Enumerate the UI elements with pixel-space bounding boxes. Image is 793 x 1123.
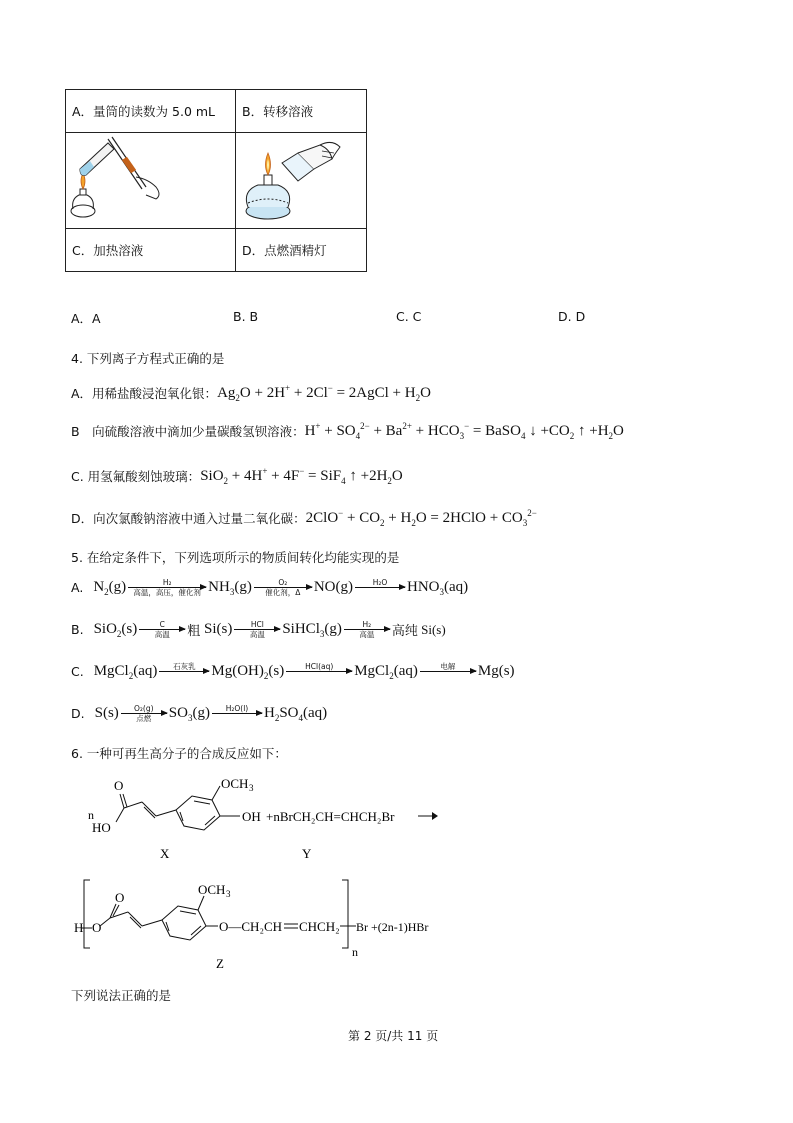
q6-z-chain: O—CH₂CH [219, 919, 283, 934]
q5-b-arrow-3: H₂ 高温 [344, 620, 390, 639]
q3-choice-c: C. C [396, 309, 422, 324]
option-a-label: A．量筒的读数为 5.0 mL [66, 90, 236, 133]
svg-text:3: 3 [249, 783, 254, 793]
q5-c-mgcl2: MgCl$_2$(aq) [93, 662, 158, 681]
q5-stem: 5. 在给定条件下，下列选项所示的物质间转化均能实现的是 [71, 550, 400, 565]
option-d-label: D．点燃酒精灯 [236, 229, 367, 272]
q5-d-so3: $SO_3(g)$ [168, 704, 210, 723]
q5-c-mgcl2-b: MgCl$_2$(aq) [354, 662, 418, 681]
q6-o-ester: O [92, 920, 102, 935]
q6-oh-label: OH [242, 809, 261, 824]
q5-c-mgoh2: $Mg(OH)_2(s)$ [211, 662, 285, 681]
q6-y-formula: +nBrCH₂CH=CHCH₂Br [266, 809, 395, 824]
options-table [65, 89, 367, 272]
q6-product-structure [70, 874, 490, 974]
q5-b-label: B. [71, 622, 84, 637]
q5-d-s: S(s) [94, 705, 119, 721]
q5-a-nh3: $NH_3(g)$ [208, 578, 252, 597]
q6-z-tail: Br +(2n-1)HBr [356, 920, 429, 934]
q4-stem: 4. 下列离子方程式正确的是 [71, 351, 225, 366]
q5-d-h2so4: $H_2SO_4(aq)$ [263, 704, 328, 723]
option-b-label: B．转移溶液 [236, 90, 367, 133]
q6-h-label: H [74, 920, 84, 935]
q5-b-arrow-2: HCl 高温 [234, 620, 280, 639]
q6-reactants-structure [80, 766, 460, 864]
q6-o-carbonyl: O [114, 778, 124, 793]
q4-option-b [71, 421, 624, 441]
q5-a-arrow-2: O₂ 催化剂，Δ [254, 578, 312, 597]
q5-a-n2: $N_2(g)$ [93, 578, 127, 597]
heating-test-tube-illustration [66, 133, 235, 225]
q6-z-label: Z [216, 956, 224, 971]
q5-c-label: C. [71, 664, 84, 679]
q4-d-text: D．向次氯酸钠溶液中通入过量二氧化碳： [71, 511, 306, 526]
q5-option-c [71, 662, 515, 681]
q4-c-equation: SiO$_2$ + 4H+ + 4F− = SiF$_4$ ↑ $+2H_2O$ [200, 466, 403, 486]
q6-stem: 6. 一种可再生高分子的合成反应如下： [71, 746, 287, 761]
q4-option-d [71, 508, 537, 528]
q5-option-a [71, 578, 468, 597]
q4-option-a [71, 383, 431, 403]
q3-choice-a: A．A [71, 311, 101, 326]
page-footer: 第 2 页/共 11 页 [348, 1029, 439, 1043]
q5-d-arrow-2: H₂O(l) [212, 704, 262, 723]
q5-c-arrow-3: 电解 [420, 662, 476, 681]
q5-d-arrow-1: O₂(g) 点燃 [121, 704, 167, 723]
q5-a-no: NO(g) [313, 579, 353, 595]
q5-c-arrow-1: 石灰乳 [159, 662, 209, 681]
q4-option-c [71, 466, 403, 486]
svg-text:3: 3 [226, 889, 231, 899]
q4-b-equation: $H^+ + SO_4^{2-} + Ba^{2+} + HCO_3^-$ = BaSO$_4$ ↓ $+CO_2$ ↑ $+H_2O$ [304, 421, 624, 441]
lighting-lamp-illustration [236, 133, 366, 225]
q4-a-text: A．用稀盐酸浸泡氧化银： [71, 386, 218, 401]
q6-tail: 下列说法正确的是 [71, 988, 172, 1003]
q6-och3-z: OCH [198, 882, 226, 897]
q5-b-si-pure: Si(s) [417, 621, 446, 637]
q5-b-arrow-1: C 高温 [139, 620, 185, 639]
q5-b-crude: 粗 [187, 624, 201, 639]
q5-b-pure: 高纯 [391, 624, 418, 639]
q5-option-d [71, 704, 327, 723]
q5-a-arrow-1: H₂ 高温，高压，催化剂 [128, 578, 206, 597]
q5-a-hno3: $HNO_3(aq)$ [406, 578, 469, 597]
q5-b-sio2: SiO$_2$(s) [93, 620, 138, 639]
q5-b-sihcl3: SiHCl$_3$(g) [282, 620, 342, 639]
q3-choice-b: B. B [233, 309, 259, 324]
q4-d-equation: $2ClO^- + CO_2 + H_2O$ = 2HClO + $CO_3^{2-}$ [305, 508, 537, 528]
option-d-image [236, 133, 367, 229]
q4-b-text: B 向硫酸溶液中滴加少量碳酸氢钡溶液： [71, 424, 305, 439]
q4-a-equation: $Ag_2O + 2H^+ + 2Cl^-$ = 2AgCl + $H_2O$ [217, 383, 431, 403]
q6-z-chain-2: CHCH₂ [299, 919, 340, 934]
q6-y-label: Y [302, 846, 312, 861]
q4-c-text: C. 用氢氟酸刻蚀玻璃： [71, 469, 201, 484]
q6-z-n: n [352, 945, 358, 959]
q5-b-si: Si(s) [200, 621, 233, 637]
q5-option-b [71, 620, 446, 639]
q5-c-mg: Mg(s) [477, 663, 515, 679]
q5-d-label: D. [71, 706, 85, 721]
q6-och3-x: OCH [221, 776, 249, 791]
q5-a-label: A. [71, 580, 84, 595]
option-c-label: C．加热溶液 [66, 229, 236, 272]
q5-a-arrow-3: H₂O [355, 578, 405, 597]
q6-n-label: n [88, 808, 94, 822]
q6-o-carbonyl-z: O [115, 890, 125, 905]
q3-choice-d: D. D [558, 309, 586, 324]
option-c-image [66, 133, 236, 229]
q6-x-label: X [160, 846, 170, 861]
q6-ho-label: HO [92, 820, 111, 835]
q5-c-arrow-2: HCl(aq) [286, 662, 352, 681]
